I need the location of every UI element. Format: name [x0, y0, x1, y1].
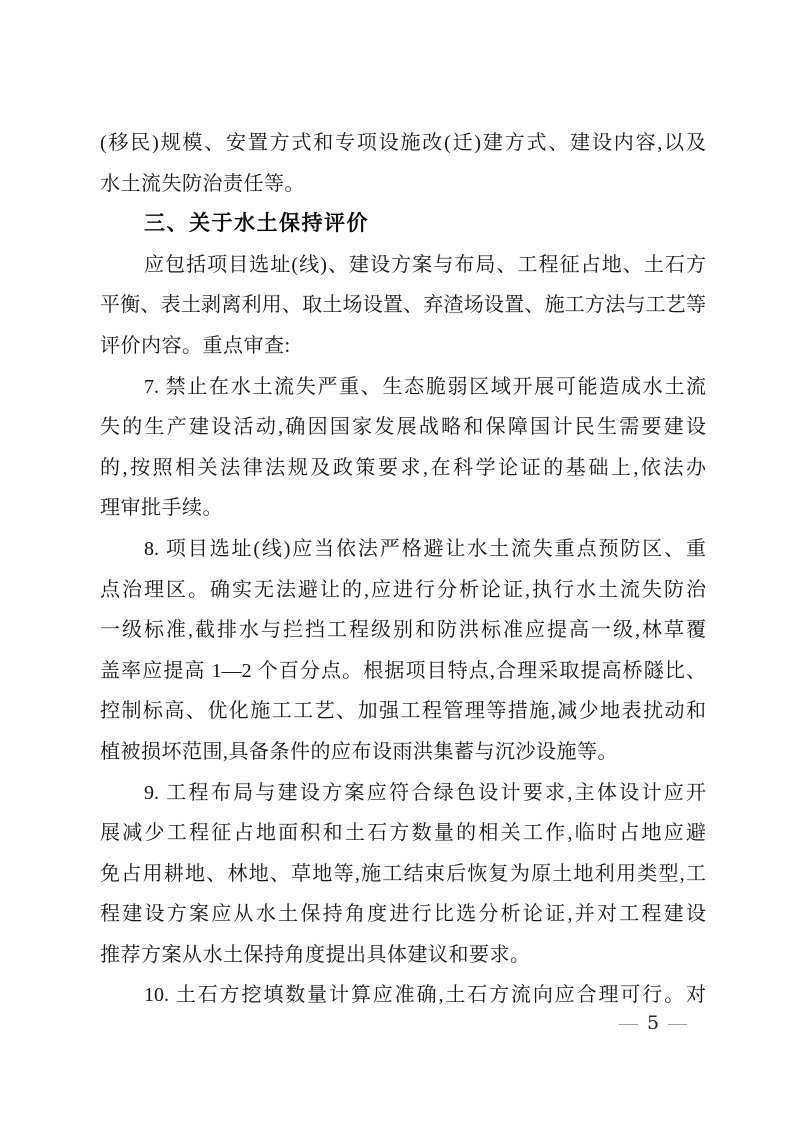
text-line: 植被损坏范围,具备条件的应布设雨洪集蓄与沉沙设施等。 [100, 740, 618, 763]
text-line: 一级标准,截排水与拦挡工程级别和防洪标准应提高一级,林草覆 [100, 619, 706, 642]
text-line: 8. 项目选址(线)应当依法严格避让水土流失重点预防区、重 [144, 537, 706, 560]
text-line: 推荐方案从水土保持角度提出具体建议和要求。 [100, 943, 531, 966]
text-line: 理审批手续。 [100, 497, 223, 520]
text-line: 控制标高、优化施工工艺、加强工程管理等措施,减少地表扰动和 [100, 700, 706, 723]
text-line: 平衡、表土剥离利用、取土场设置、弃渣场设置、施工方法与工艺等 [100, 294, 706, 317]
paragraph [100, 773, 706, 976]
paragraph [100, 245, 706, 367]
text-line: 程建设方案应从水土保持角度进行比选分析论证,并对工程建设 [100, 903, 706, 926]
paragraph [100, 529, 706, 773]
paragraph [100, 367, 706, 529]
text-line: 10. 土石方挖填数量计算应准确,土石方流向应合理可行。对 [144, 984, 706, 1007]
section-heading: 三、关于水土保持评价 [144, 212, 369, 236]
text-line: 盖率应提高 1—2 个百分点。根据项目特点,合理采取提高桥隧比、 [100, 659, 706, 682]
text-line: 展减少工程征占地面积和土石方数量的相关工作,临时占地应避 [100, 822, 706, 845]
text-line: 7. 禁止在水土流失严重、生态脆弱区域开展可能造成水土流 [144, 375, 706, 398]
text-line: 的,按照相关法律法规及政策要求,在科学论证的基础上,依法办 [100, 456, 706, 479]
text-line: 点治理区。确实无法避让的,应进行分析论证,执行水土流失防治 [100, 578, 706, 601]
text-line: 应包括项目选址(线)、建设方案与布局、工程征占地、土石方 [144, 253, 706, 276]
text-line: 免占用耕地、林地、草地等,施工结束后恢复为原土地利用类型,工 [100, 862, 706, 885]
paragraph [100, 123, 706, 204]
text-line: 9. 工程布局与建设方案应符合绿色设计要求,主体设计应开 [144, 781, 706, 804]
page-number-value: 5 [646, 1012, 660, 1034]
paragraph [100, 975, 706, 1016]
page-number-left-dash: — [618, 1013, 638, 1034]
document-body [100, 123, 706, 1016]
text-line: 失的生产建设活动,确因国家发展战略和保障国计民生需要建设 [100, 416, 706, 439]
text-line: (移民)规模、安置方式和专项设施改(迁)建方式、建设内容,以及 [100, 132, 706, 154]
page-number-right-dash: — [668, 1013, 688, 1034]
text-line: 评价内容。重点审查: [100, 334, 291, 357]
page-number [600, 1012, 706, 1035]
text-line: 水土流失防治责任等。 [100, 172, 305, 195]
